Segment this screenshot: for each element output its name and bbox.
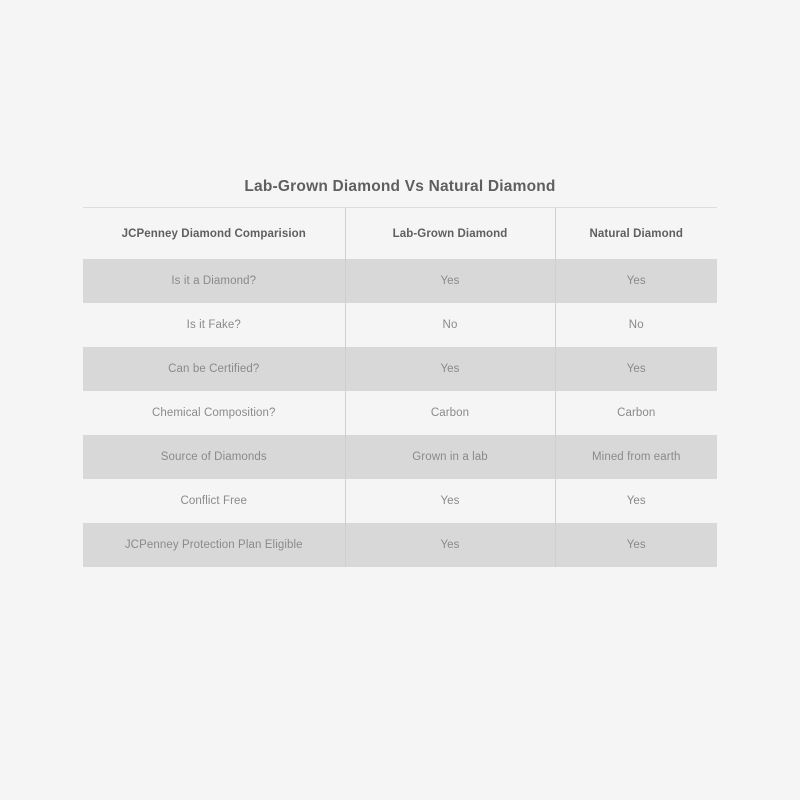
table-header <box>83 208 717 259</box>
row-value-lab-grown: Carbon <box>345 391 555 435</box>
row-value-lab-grown: No <box>345 303 555 347</box>
comparison-section <box>83 178 717 567</box>
table-row <box>83 391 717 435</box>
table-header-row <box>83 208 717 259</box>
column-header-feature: JCPenney Diamond Comparision <box>121 228 306 240</box>
column-header-lab-grown: Lab-Grown Diamond <box>345 208 555 259</box>
row-value-natural: Yes <box>555 259 717 303</box>
row-value-lab-grown: Yes <box>345 523 555 567</box>
table-body <box>83 259 717 567</box>
row-label: Is it Fake? <box>186 319 241 331</box>
table-row <box>83 435 717 479</box>
row-label: Is it a Diamond? <box>83 259 345 303</box>
table-row <box>83 303 717 347</box>
table-row <box>83 479 717 523</box>
row-label: Can be Certified? <box>83 347 345 391</box>
row-label: Source of Diamonds <box>83 435 345 479</box>
page-title: Lab-Grown Diamond Vs Natural Diamond <box>83 178 717 208</box>
row-label: Chemical Composition? <box>151 407 276 419</box>
row-value-natural: Mined from earth <box>555 435 717 479</box>
column-header-natural: Natural Diamond <box>555 208 717 259</box>
row-label: Conflict Free <box>180 495 247 507</box>
row-value-natural: No <box>555 303 717 347</box>
table-row <box>83 259 717 303</box>
row-value-lab-grown: Yes <box>345 479 555 523</box>
row-value-natural: Yes <box>555 479 717 523</box>
table-row <box>83 523 717 567</box>
row-label: JCPenney Protection Plan Eligible <box>83 523 345 567</box>
row-value-lab-grown: Grown in a lab <box>345 435 555 479</box>
row-value-natural: Yes <box>555 523 717 567</box>
table-row <box>83 347 717 391</box>
row-value-lab-grown: Yes <box>345 347 555 391</box>
row-value-lab-grown: Yes <box>345 259 555 303</box>
comparison-table <box>83 208 717 567</box>
row-value-natural: Yes <box>555 347 717 391</box>
row-value-natural: Carbon <box>555 391 717 435</box>
